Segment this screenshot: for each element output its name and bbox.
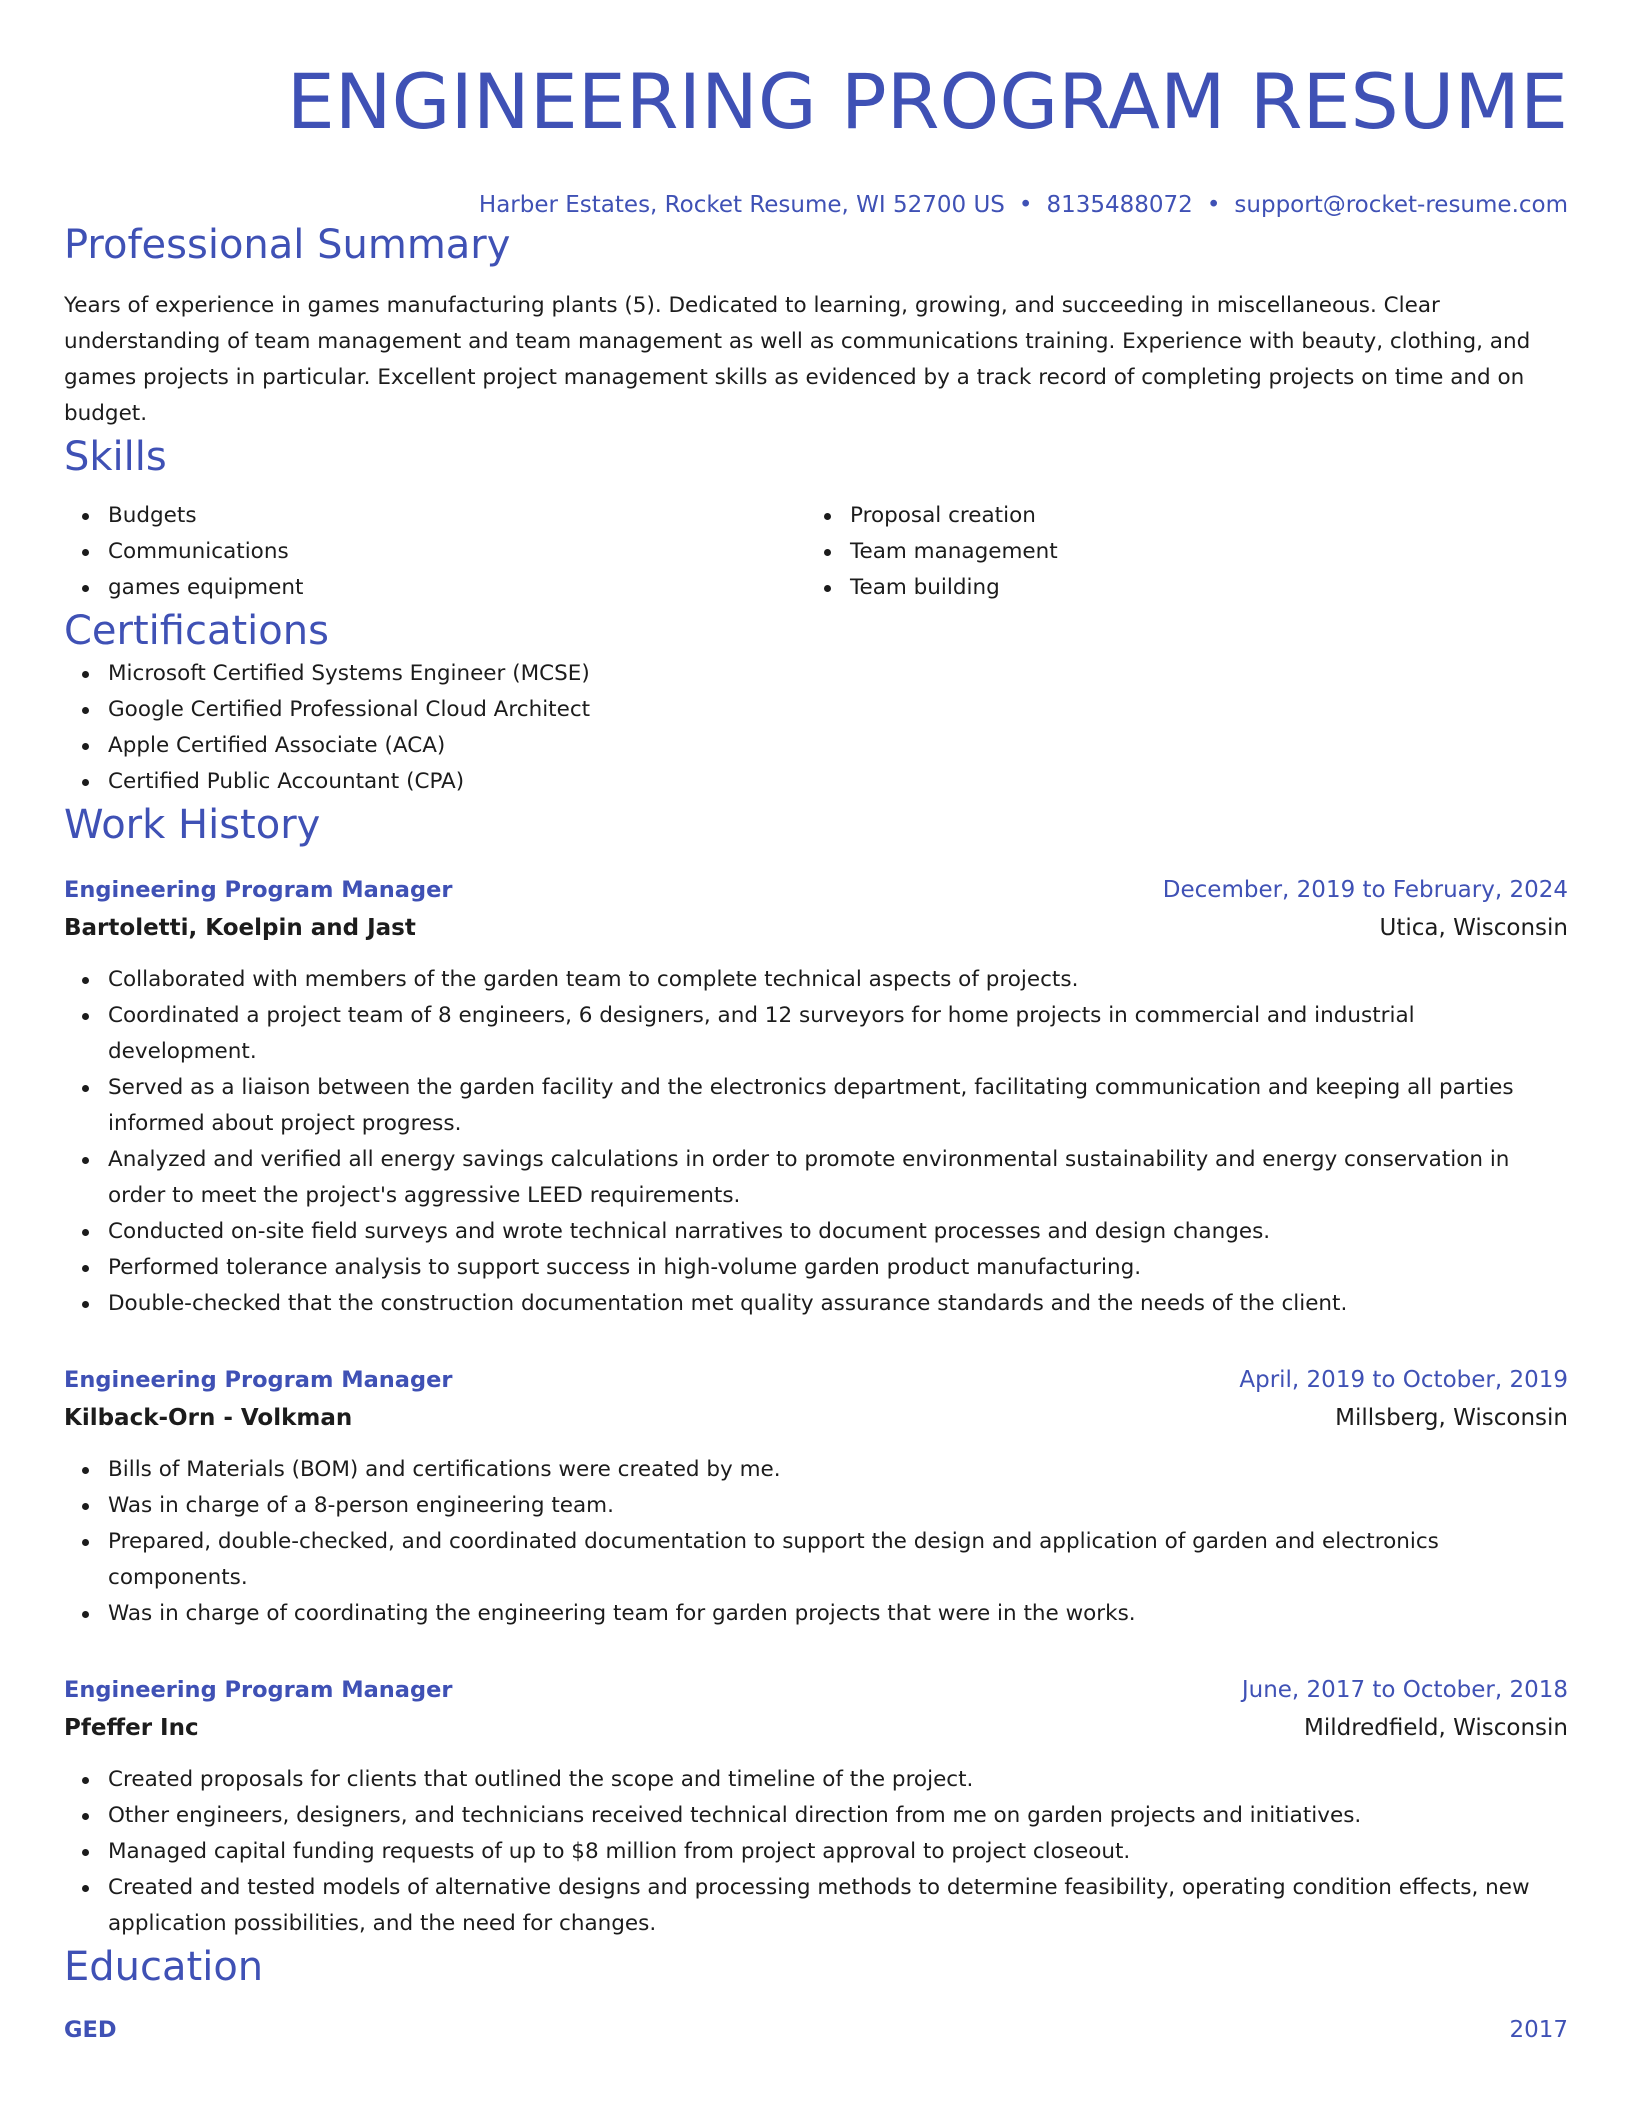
job-location: Utica, Wisconsin	[1379, 915, 1568, 941]
contact-separator: •	[1206, 192, 1221, 218]
certification-item: Apple Certified Associate (ACA)	[108, 728, 1568, 764]
job-title: Engineering Program Manager	[64, 1367, 453, 1393]
job-bullet: Was in charge of coordinating the engineering team for garden projects that were in the works.	[108, 1596, 1568, 1632]
skills-grid	[64, 498, 1568, 606]
job-bullet: Created proposals for clients that outlined the scope and timeline of the project.	[108, 1762, 1568, 1798]
job-entry	[64, 1362, 1568, 1632]
job-bullet: Bills of Materials (BOM) and certifications were created by me.	[108, 1452, 1568, 1488]
job-bullets	[64, 962, 1568, 1322]
resume-title: ENGINEERING PROGRAM RESUME	[286, 57, 1568, 146]
contact-email: support@rocket-resume.com	[1234, 192, 1568, 218]
job-bullet: Conducted on-site field surveys and wrote technical narratives to document processes and design changes.	[108, 1214, 1568, 1250]
job-title: Engineering Program Manager	[64, 1677, 453, 1703]
resume-page	[64, 0, 1568, 2048]
job-bullets	[64, 1452, 1568, 1632]
skill-item: Team management	[850, 534, 1548, 570]
job-bullet: Prepared, double-checked, and coordinated documentation to support the design and application of garden and electronics components.	[108, 1524, 1568, 1596]
education-row	[64, 2012, 1568, 2048]
job-entry	[64, 872, 1568, 1322]
contact-phone: 8135488072	[1046, 192, 1193, 218]
skill-item: Proposal creation	[850, 498, 1548, 534]
certifications-list	[64, 656, 1568, 800]
work-history-heading: Work History	[64, 802, 321, 848]
job-company: Kilback-Orn - Volkman	[64, 1405, 353, 1431]
job-dates: June, 2017 to October, 2018	[1241, 1677, 1568, 1703]
skill-item: Communications	[108, 534, 806, 570]
job-company: Bartoletti, Koelpin and Jast	[64, 915, 416, 941]
skill-item: games equipment	[108, 570, 806, 606]
certification-item: Google Certified Professional Cloud Architect	[108, 692, 1568, 728]
job-bullet: Managed capital funding requests of up to $8 million from project approval to project closeout.	[108, 1834, 1568, 1870]
skills-heading: Skills	[64, 434, 167, 480]
job-entry	[64, 1672, 1568, 1942]
skills-column-left	[64, 498, 806, 606]
job-bullet: Created and tested models of alternative designs and processing methods to determine feasibility, operating condition effects, new application possibilities, and the need for changes.	[108, 1870, 1568, 1942]
job-bullets	[64, 1762, 1568, 1942]
skill-item: Budgets	[108, 498, 806, 534]
job-header-row	[64, 872, 1568, 908]
summary-text: Years of experience in games manufacturing plants (5). Dedicated to learning, growing, and succeeding in miscellaneous. Clear understanding of team management and team management as well as communications training. Experience with beauty, clothing, and games projects in particular. Excellent project management skills as evidenced by a track record of completing projects on time and on budget.	[64, 293, 1531, 426]
job-location: Mildredfield, Wisconsin	[1303, 1715, 1568, 1741]
job-company-row	[64, 908, 1568, 948]
certification-item: Microsoft Certified Systems Engineer (MCSE)	[108, 656, 1568, 692]
job-dates: December, 2019 to February, 2024	[1162, 877, 1568, 903]
education-heading: Education	[64, 1944, 264, 1990]
job-bullet: Coordinated a project team of 8 engineers, 6 designers, and 12 surveyors for home projects in commercial and industrial development.	[108, 998, 1568, 1070]
summary-heading: Professional Summary	[64, 222, 511, 268]
job-company-row	[64, 1398, 1568, 1438]
skills-column-right	[806, 498, 1548, 606]
job-location: Millsberg, Wisconsin	[1335, 1405, 1568, 1431]
job-bullet: Performed tolerance analysis to support success in high-volume garden product manufacturing.	[108, 1250, 1568, 1286]
education-year: 2017	[1509, 2017, 1568, 2043]
skills-list-left	[64, 498, 806, 606]
job-bullet: Other engineers, designers, and technicians received technical direction from me on garden projects and initiatives.	[108, 1798, 1568, 1834]
job-bullet: Served as a liaison between the garden facility and the electronics department, facilitating communication and keeping all parties informed about project progress.	[108, 1070, 1568, 1142]
skills-list-right	[806, 498, 1548, 606]
job-company-row	[64, 1708, 1568, 1748]
job-dates: April, 2019 to October, 2019	[1239, 1367, 1568, 1393]
contact-line	[64, 190, 1568, 220]
certifications-heading: Certifications	[64, 608, 329, 654]
job-bullet: Analyzed and verified all energy savings calculations in order to promote environmental sustainability and energy conservation in order to meet the project's aggressive LEED requirements.	[108, 1142, 1568, 1214]
job-company: Pfeffer Inc	[64, 1715, 199, 1741]
job-header-row	[64, 1362, 1568, 1398]
education-degree: GED	[64, 2017, 117, 2043]
job-bullet: Collaborated with members of the garden team to complete technical aspects of projects.	[108, 962, 1568, 998]
certification-item: Certified Public Accountant (CPA)	[108, 764, 1568, 800]
contact-address: Harber Estates, Rocket Resume, WI 52700 US	[478, 192, 1005, 218]
job-title: Engineering Program Manager	[64, 877, 453, 903]
skill-item: Team building	[850, 570, 1548, 606]
job-bullet: Was in charge of a 8-person engineering team.	[108, 1488, 1568, 1524]
job-bullet: Double-checked that the construction documentation met quality assurance standards and the needs of the client.	[108, 1286, 1568, 1322]
job-header-row	[64, 1672, 1568, 1708]
contact-separator: •	[1018, 192, 1033, 218]
